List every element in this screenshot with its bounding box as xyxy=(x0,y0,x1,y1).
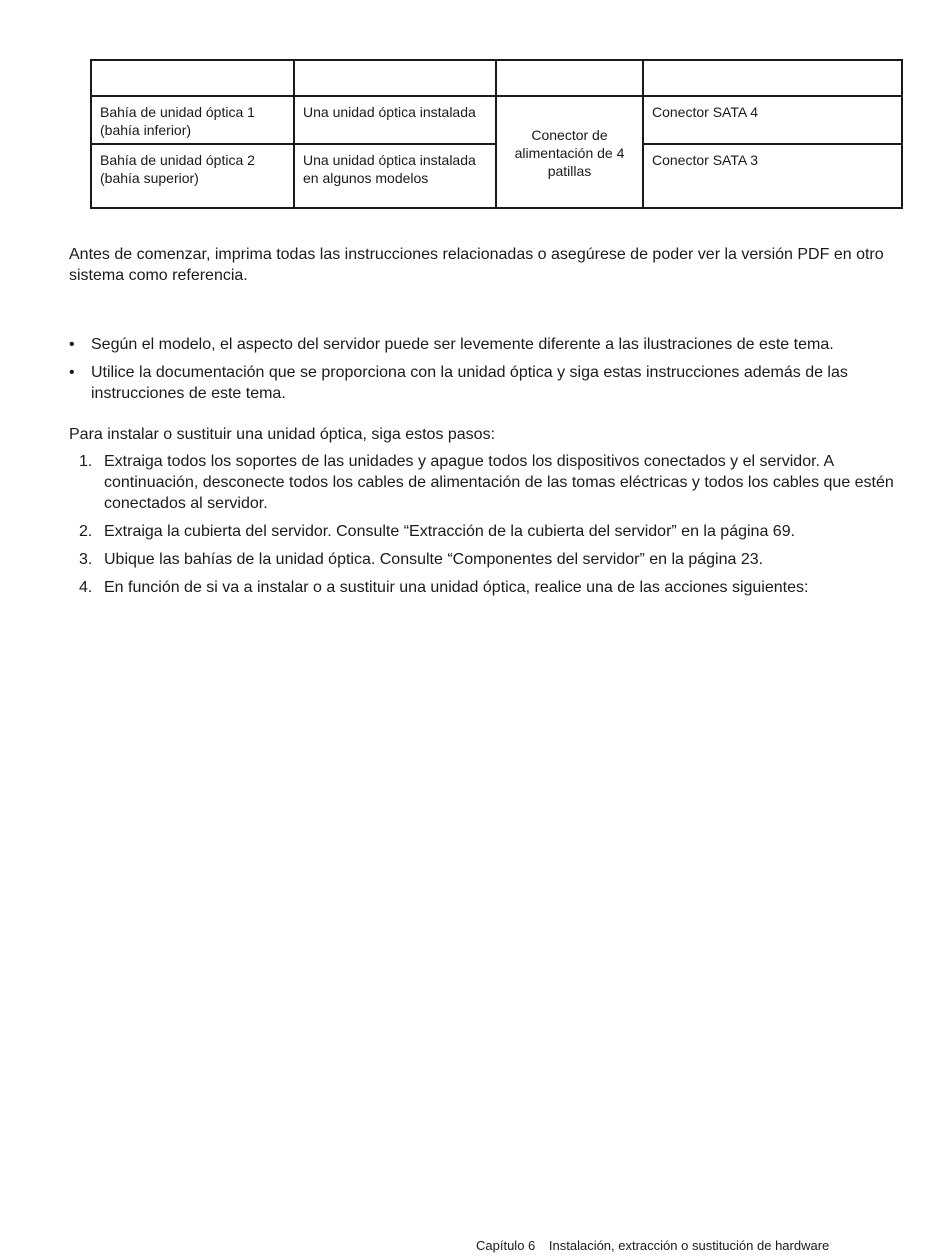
power-connector-cell: Conector de alimentación de 4 patillas xyxy=(496,96,643,208)
note-text: Utilice la documentación que se proporciona con la unidad óptica y siga estas instrucciones además de las instrucciones de este tema. xyxy=(91,364,848,402)
step-text: Extraiga la cubierta del servidor. Consulte “Extracción de la cubierta del servidor” en la página 69. xyxy=(104,523,796,540)
page-footer xyxy=(476,1238,829,1254)
list-item xyxy=(79,577,899,598)
bullet-icon: • xyxy=(69,364,75,381)
step-text: En función de si va a instalar o a sustituir una unidad óptica, realice una de las acciones siguientes: xyxy=(104,579,809,596)
bay-cell: Bahía de unidad óptica 1 (bahía inferior) xyxy=(91,96,294,144)
notes-list xyxy=(69,334,899,411)
list-item xyxy=(69,362,899,404)
drive-cell: Una unidad óptica instalada xyxy=(294,96,496,144)
optical-drive-table xyxy=(90,59,903,209)
steps-list xyxy=(79,451,899,605)
step-number: 4. xyxy=(79,579,93,596)
step-text: Ubique las bahías de la unidad óptica. Consulte “Componentes del servidor” en la página 23. xyxy=(104,551,764,568)
bullet-icon: • xyxy=(69,336,75,353)
bay-cell: Bahía de unidad óptica 2 (bahía superior) xyxy=(91,144,294,208)
step-number: 2. xyxy=(79,523,93,540)
intro-paragraph: Antes de comenzar, imprima todas las instrucciones relacionadas o asegúrese de poder ver la versión PDF en otro sistema como referencia. xyxy=(69,246,884,284)
signal-connector-cell: Conector SATA 3 xyxy=(643,144,902,208)
step-number: 3. xyxy=(79,551,93,568)
drive-cell: Una unidad óptica instalada en algunos modelos xyxy=(294,144,496,208)
table-header-row xyxy=(91,60,902,96)
list-item xyxy=(69,334,899,355)
step-text: Extraiga todos los soportes de las unidades y apague todos los dispositivos conectados y el servidor. A continuación, desconecte todos los cables de alimentación de las tomas eléctricas y todos los cables que estén conectados al servidor. xyxy=(104,453,894,512)
table-header-cell xyxy=(496,60,643,96)
signal-connector-cell: Conector SATA 4 xyxy=(643,96,902,144)
footer-title: Instalación, extracción o sustitución de hardware xyxy=(548,1238,830,1253)
table-header-cell xyxy=(294,60,496,96)
footer-chapter: Capítulo 6 xyxy=(476,1238,536,1253)
table-header-cell xyxy=(643,60,902,96)
steps-lead: Para instalar o sustituir una unidad óptica, siga estos pasos: xyxy=(69,426,496,443)
list-item xyxy=(79,549,899,570)
table-header-cell xyxy=(91,60,294,96)
list-item xyxy=(79,521,899,542)
step-number: 1. xyxy=(79,453,93,470)
table-row xyxy=(91,96,902,144)
note-text: Según el modelo, el aspecto del servidor puede ser levemente diferente a las ilustraciones de este tema. xyxy=(91,336,834,353)
list-item xyxy=(79,451,899,514)
